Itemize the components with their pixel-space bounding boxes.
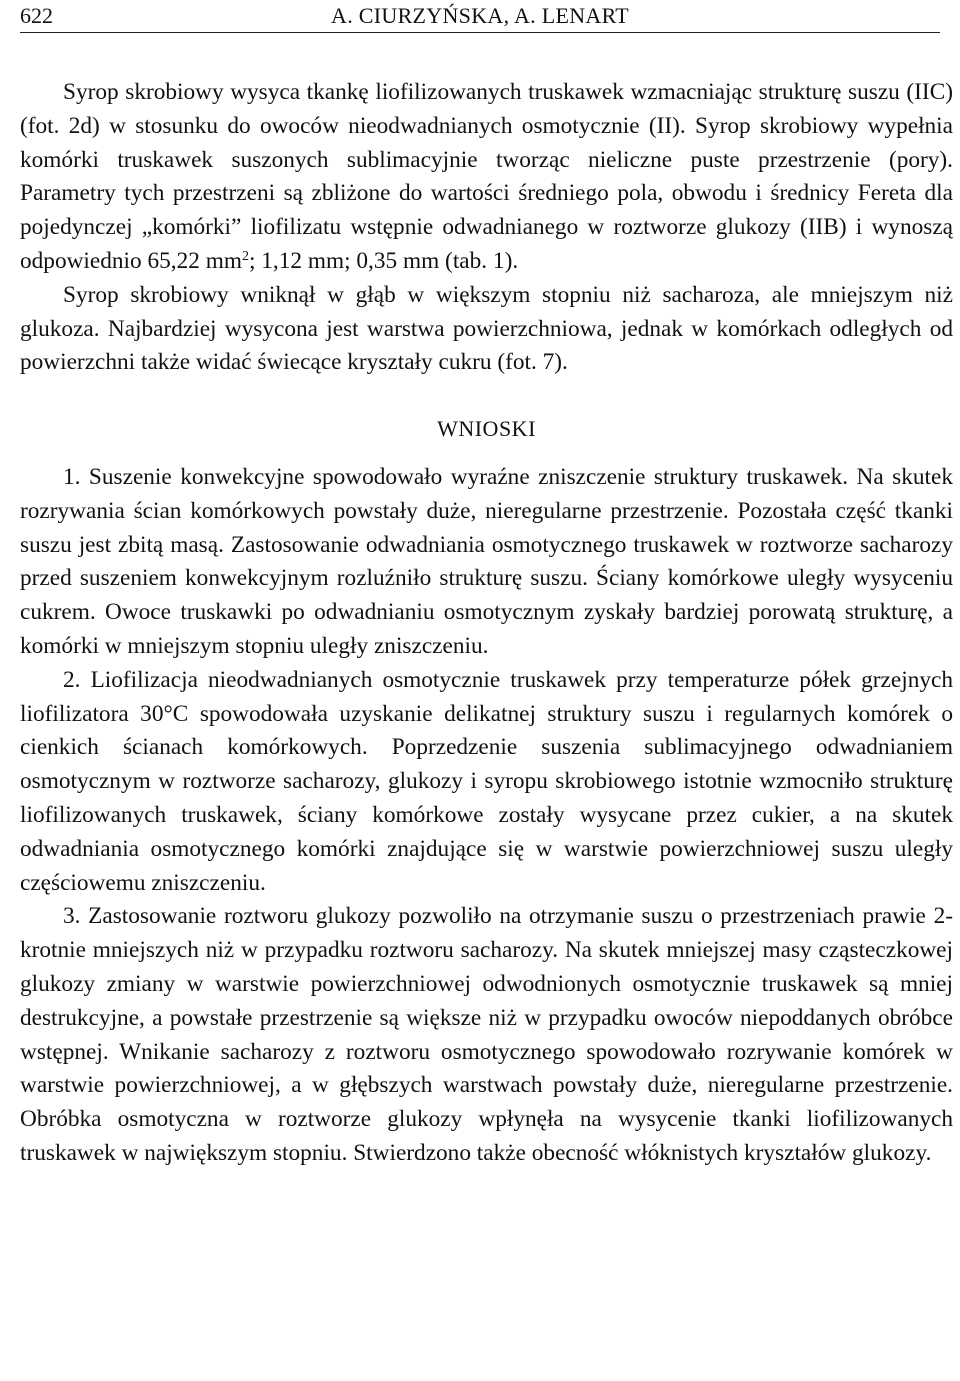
paragraph-text: Syrop skrobiowy wysyca tkankę liofilizowanych truskawek wzmacniając strukturę suszu (IIC) (fot. 2d) w stosunku do owoców nieodwadnianych osmotycznie (II). Syrop skrobiowy wypełnia komórki truskawek suszonych sublimacyjnie tworząc nieliczne puste przestrzenie (pory). Parametry tych przestrzeni są zbliżone do wartości średniego pola, obwodu i średnicy Fereta dla pojedynczej „komórki” liofilizatu wstępnie odwadnianego w roztworze glukozy (IIB) i wynoszą odpowiednio 65,22 mm — [20, 79, 953, 274]
paragraph-starch-syrup-penetration: Syrop skrobiowy wniknął w głąb w większym stopniu niż sacharoza, ale mniejszym niż glukoza. Najbardziej wysycona jest warstwa powierzchniowa, jednak w komórkach odległych od powierzchni także widać świecące kryształy cukru (fot. 7). — [20, 281, 953, 376]
paragraph-starch-syrup-structure — [20, 76, 953, 279]
conclusion-item-3: 3. Zastosowanie roztworu glukozy pozwoliło na otrzymanie suszu o przestrzeniach prawie 2-krotnie mniejszych niż w przypadku roztworu sacharozy. Na skutek mniejszej masy cząsteczkowej glukozy zmiany w warstwie powierzchniowej odwodnionych osmotycznie truskawek są mniej destrukcyjne, a powstałe przestrzenie są większe niż w przypadku owoców niepoddanych obróbce wstępnej. Wnikanie sacharozy z roztworu osmotycznego spowodowało rozrywanie komórek w warstwie powierzchniowej, a w głębszych warstwach powstały duże, nieregularne przestrzenie. Obróbka osmotyczna w roztworze glukozy wpłynęła na wysycenie tkanki liofilizowanych truskawek w największym stopniu. Stwierdzono także obecność włóknistych kryształów glukozy. — [20, 903, 953, 1166]
paragraph-text-continued: ; 1,12 mm; 0,35 mm (tab. 1). — [248, 247, 519, 274]
running-header — [20, 2, 940, 33]
page-number: 622 — [20, 3, 53, 28]
running-head-authors: A. CIURZYŃSKA, A. LENART — [331, 3, 629, 28]
conclusion-item-1: 1. Suszenie konwekcyjne spowodowało wyraźne zniszczenie struktury truskawek. Na skutek rozrywania ścian komórkowych powstały duże, nieregularne przestrzenie. Pozostała część tkanki suszu jest zbitą masą. Zastosowanie odwadniania osmotycznego truskawek w roztworze sacharozy przed suszeniem konwekcyjnym rozluźniło strukturę suszu. Ściany komórkowe uległy wysyceniu cukrem. Owoce truskawki po odwadnianiu osmotycznym zyskały bardziej porowatą strukturę, a komórki w mniejszym stopniu uległy zniszczeniu. — [20, 463, 953, 659]
section-heading-conclusions: WNIOSKI — [437, 416, 536, 442]
superscript: 2 — [241, 248, 249, 264]
article-body — [20, 76, 953, 1171]
conclusion-item-2: 2. Liofilizacja nieodwadnianych osmotycznie truskawek przy temperaturze półek grzejnych liofilizatora 30°C spowodowała uzyskanie delikatnej struktury suszu i regularnych komórek o cienkich ścianach komórkowych. Poprzedzenie suszenia sublimacyjnego odwadnianiem osmotycznym w roztworze sacharozy, glukozy i syropu skrobiowego istotnie wzmocniło strukturę liofilizowanych truskawek, ściany komórkowe zostały wysycane przez cukier, a na skutek odwadniania osmotycznego komórki znajdujące się w warstwie powierzchniowej suszu uległy częściowemu zniszczeniu. — [20, 666, 953, 896]
